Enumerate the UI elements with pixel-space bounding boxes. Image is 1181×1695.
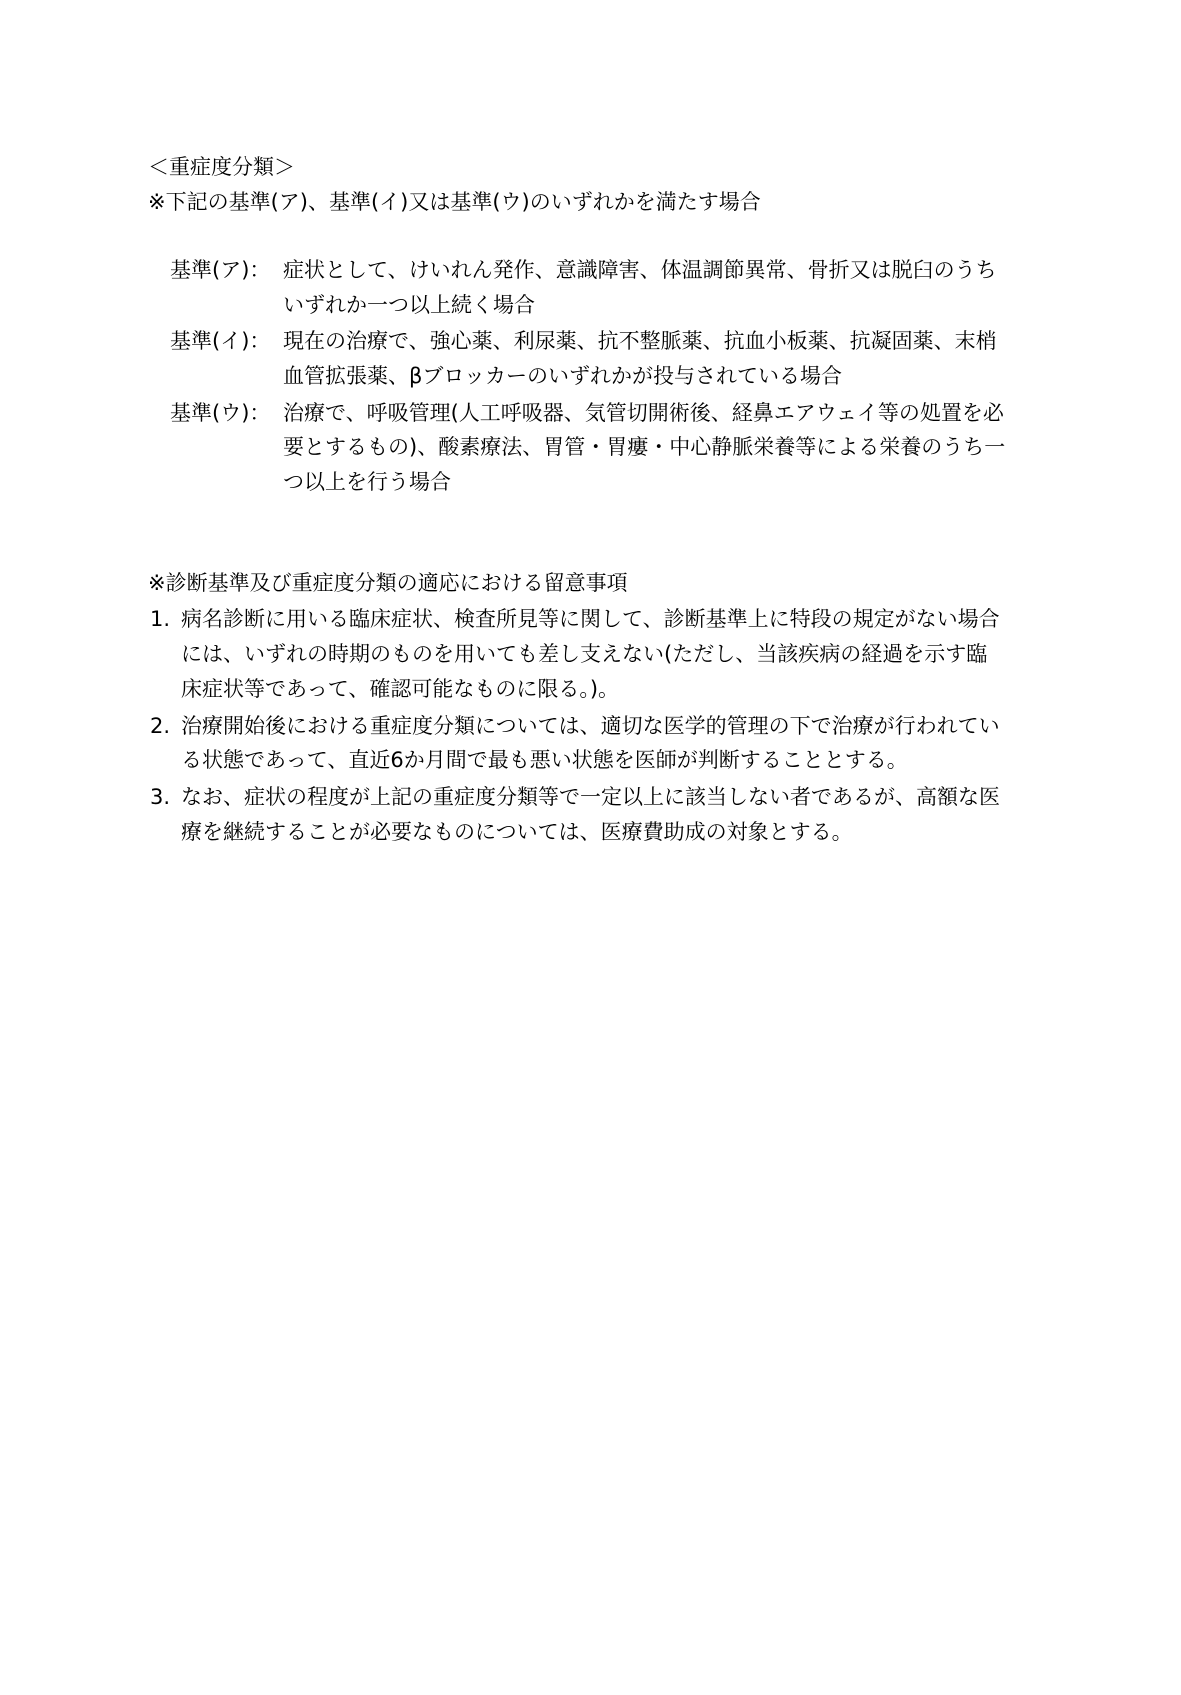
note-text: なお、症状の程度が上記の重症度分類等で一定以上に該当しない者であるが、高額な医	[181, 785, 1000, 809]
note-text: 床症状等であって、確認可能なものに限る。)。	[181, 677, 620, 701]
criterion-text: 要とするもの)、酸素療法、胃管・胃瘻・中心静脈栄養等による栄養のうち一	[283, 435, 1006, 459]
criterion-label: 基準(ウ)：	[170, 401, 271, 425]
criterion-text: 症状として、けいれん発作、意識障害、体温調節異常、骨折又は脱臼のうち	[283, 258, 997, 282]
criterion-text: いずれか一つ以上続く場合	[283, 293, 535, 317]
severity-title: ＜重症度分類＞	[148, 155, 295, 179]
criterion-text: 治療で、呼吸管理(人工呼吸器、気管切開術後、経鼻エアウェイ等の処置を必	[283, 401, 1004, 425]
note-number: 3.	[150, 785, 171, 809]
note-text: 療を継続することが必要なものについては、医療費助成の対象とする。	[181, 820, 853, 844]
criterion-label: 基準(ア)：	[170, 258, 271, 282]
criterion-text: 血管拡張薬、βブロッカーのいずれかが投与されている場合	[283, 364, 842, 388]
note-text: 病名診断に用いる臨床症状、検査所見等に関して、診断基準上に特段の規定がない場合	[181, 607, 1000, 631]
note-number: 1.	[150, 607, 171, 631]
note-number: 2.	[150, 714, 171, 738]
note-text: 治療開始後における重症度分類については、適切な医学的管理の下で治療が行われてい	[181, 714, 1000, 738]
note-text: る状態であって、直近6か月間で最も悪い状態を医師が判断することとする。	[181, 748, 908, 772]
criterion-text: 現在の治療で、強心薬、利尿薬、抗不整脈薬、抗血小板薬、抗凝固薬、末梢	[283, 329, 997, 353]
severity-intro: ※下記の基準(ア)、基準(イ)又は基準(ウ)のいずれかを満たす場合	[148, 190, 761, 214]
notes-title: ※診断基準及び重症度分類の適応における留意事項	[148, 571, 628, 595]
note-text: には、いずれの時期のものを用いても差し支えない(ただし、当該疾病の経過を示す臨	[181, 642, 988, 666]
criterion-label: 基準(イ)：	[170, 329, 271, 353]
criterion-text: つ以上を行う場合	[283, 470, 451, 494]
